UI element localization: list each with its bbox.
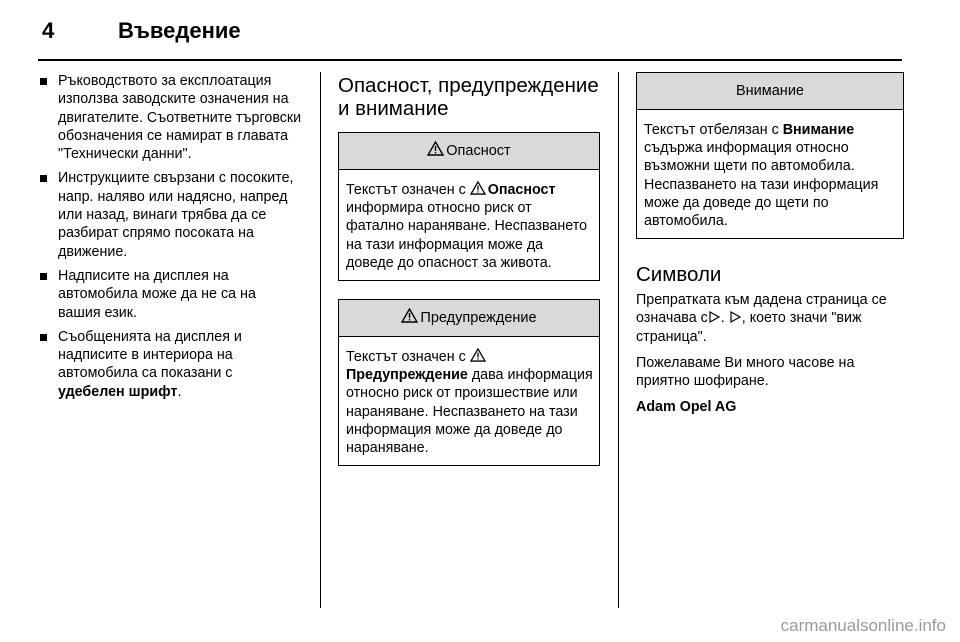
warning-triangle-icon xyxy=(401,308,418,323)
body-text: . xyxy=(720,310,729,327)
body-text: Текстът отбелязан с xyxy=(644,122,783,138)
caution-box-title: Внимание xyxy=(736,83,804,99)
warning-box xyxy=(338,299,600,466)
list-item xyxy=(40,72,302,163)
header-divider xyxy=(38,59,902,61)
bold-term: Опасност xyxy=(487,182,556,198)
danger-box-body xyxy=(339,170,599,280)
bullet-text: Ръководството за експлоатация използва заводските означения на двигателите. Съответните търговски обозначения се намират в главата "Технически данни". xyxy=(58,73,302,163)
bullet-square-icon xyxy=(40,273,47,280)
bullet-text: Съобщенията на дисплея и надписите в интериора на автомобила са показани с xyxy=(58,328,242,382)
watermark: carmanualsonline.info xyxy=(780,616,946,635)
warning-triangle-icon xyxy=(470,348,486,362)
body-text: , което значи "виж страница". xyxy=(636,310,862,345)
column-divider-1 xyxy=(320,72,321,608)
bullet-text: Надписите на дисплея на автомобила може да не са на вашия език. xyxy=(58,267,256,321)
intro-bullet-list xyxy=(40,72,302,401)
symbols-title: Символи xyxy=(636,263,722,287)
danger-box-title: Опасност xyxy=(446,143,511,159)
warning-box-header xyxy=(339,300,599,337)
bullet-text: Инструкциите свързани с посоките, напр. наляво или надясно, напред или назад, винаги трябва да се разбират спрямо посоката на движение. xyxy=(58,170,294,260)
body-text: Препратката към дадена страница се означава с xyxy=(636,292,887,327)
chapter-title: Въведение xyxy=(118,18,241,43)
page-header xyxy=(38,16,902,50)
danger-box-header xyxy=(339,133,599,170)
warning-box-title: Предупреждение xyxy=(420,310,537,327)
caution-box-body xyxy=(637,110,903,238)
column-1 xyxy=(40,72,302,407)
list-item xyxy=(40,169,302,260)
page-reference-arrow-icon xyxy=(730,311,741,323)
bullet-square-icon xyxy=(40,334,47,341)
symbols-paragraph xyxy=(636,291,904,346)
body-text: дава информация относно риск от произшествие или нараняване. Неспазването на тази информация може да доведе до нараняване. xyxy=(346,367,593,457)
bold-term: Предупреждение xyxy=(346,367,468,384)
warning-triangle-icon xyxy=(470,181,486,195)
list-item xyxy=(40,267,302,322)
bold-term: Внимание xyxy=(782,122,855,138)
bullet-square-icon xyxy=(40,78,47,85)
caution-box xyxy=(636,72,904,239)
column-3 xyxy=(636,72,904,424)
greeting-paragraph: Пожелаваме Ви много часове на приятно шофиране. xyxy=(636,354,855,390)
signature: Adam Opel AG xyxy=(636,399,737,416)
caution-box-header xyxy=(637,73,903,110)
page-reference-arrow-icon xyxy=(709,311,720,323)
warning-triangle-icon xyxy=(427,141,444,156)
danger-box xyxy=(338,132,600,281)
bullet-text-end: . xyxy=(177,383,182,400)
column-2 xyxy=(338,72,600,484)
warning-box-body xyxy=(339,337,599,465)
section-title: Опасност, предупреждение и внимание xyxy=(338,74,599,120)
column-divider-2 xyxy=(618,72,619,608)
body-text: Текстът означен с xyxy=(346,182,470,198)
bold-term: удебелен шрифт xyxy=(58,383,178,400)
bullet-square-icon xyxy=(40,175,47,182)
list-item xyxy=(40,328,302,401)
page-number: 4 xyxy=(42,18,55,43)
body-text: съдържа информация относно възможни щети по автомобила. Неспазването на тази информация може да доведе до щети по автомобила. xyxy=(644,140,879,230)
body-text: информира относно риск от фатално нараняване. Неспазването на тази информация може да доведе до опасност за живота. xyxy=(346,200,588,271)
body-text: Текстът означен с xyxy=(346,349,470,366)
